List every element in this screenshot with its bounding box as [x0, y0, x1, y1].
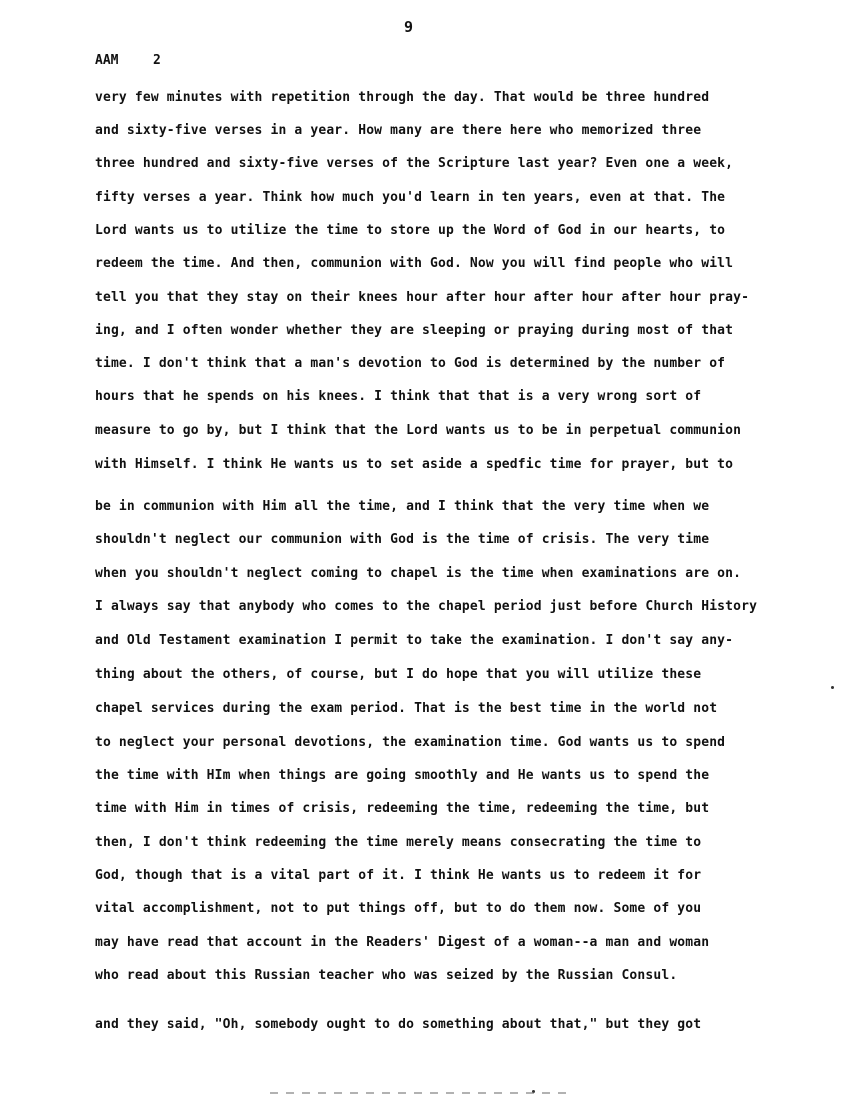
text-line: three hundred and sixty-five verses of the Scripture last year? Even one a week, [95, 156, 734, 171]
page-number: 9 [404, 18, 414, 36]
text-line: and they said, "Oh, somebody ought to do something about that," but they got [95, 1017, 702, 1032]
text-line: God, though that is a vital part of it. I think He wants us to redeem it for [95, 868, 702, 883]
text-line: hours that he spends on his knees. I think that that is a very wrong sort of [95, 389, 702, 404]
header-tag: AAM [95, 53, 119, 68]
text-line: the time with HIm when things are going smoothly and He wants us to spend the [95, 768, 710, 783]
text-line: fifty verses a year. Think how much you'd learn in ten years, even at that. The [95, 190, 726, 205]
text-line: tell you that they stay on their knees hour after hour after hour after hour pray- [95, 290, 750, 305]
text-line: when you shouldn't neglect coming to chapel is the time when examinations are on. [95, 566, 742, 581]
text-line: thing about the others, of course, but I do hope that you will utilize these [95, 667, 702, 682]
text-line: time with Him in times of crisis, redeeming the time, redeeming the time, but [95, 801, 710, 816]
text-line: redeem the time. And then, communion with God. Now you will find people who will [95, 256, 734, 271]
text-line: may have read that account in the Readers' Digest of a woman--a man and woman [95, 935, 710, 950]
text-line: and Old Testament examination I permit to take the examination. I don't say any- [95, 633, 734, 648]
text-line: and sixty-five verses in a year. How many are there here who memorized three [95, 123, 702, 138]
header-number: 2 [153, 53, 161, 68]
text-line: chapel services during the exam period. That is the best time in the world not [95, 701, 718, 716]
text-line: time. I don't think that a man's devotion to God is determined by the number of [95, 356, 726, 371]
text-line: be in communion with Him all the time, and I think that the very time when we [95, 499, 710, 514]
paper-speck [831, 686, 834, 689]
text-line: shouldn't neglect our communion with God is the time of crisis. The very time [95, 532, 710, 547]
text-line: who read about this Russian teacher who was seized by the Russian Consul. [95, 968, 678, 983]
text-line: to neglect your personal devotions, the examination time. God wants us to spend [95, 735, 726, 750]
text-line: Lord wants us to utilize the time to store up the Word of God in our hearts, to [95, 223, 726, 238]
page-header [95, 53, 161, 68]
text-line: I always say that anybody who comes to the chapel period just before Church History [95, 599, 758, 614]
text-line: with Himself. I think He wants us to set aside a spedfic time for prayer, but to [95, 457, 734, 472]
text-line: vital accomplishment, not to put things off, but to do them now. Some of you [95, 901, 702, 916]
text-line: ing, and I often wonder whether they are sleeping or praying during most of that [95, 323, 734, 338]
cut-off-next-line [270, 1092, 570, 1094]
text-line: very few minutes with repetition through the day. That would be three hundred [95, 90, 710, 105]
text-line: then, I don't think redeeming the time merely means consecrating the time to [95, 835, 702, 850]
text-line: measure to go by, but I think that the Lord wants us to be in perpetual communion [95, 423, 742, 438]
